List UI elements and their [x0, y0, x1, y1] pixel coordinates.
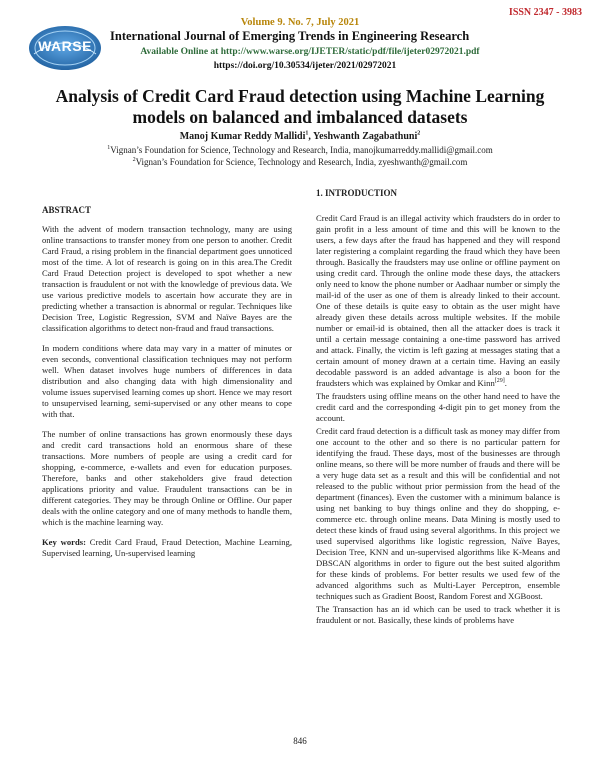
author-1: Manoj Kumar Reddy Mallidi: [179, 131, 306, 142]
author-line: [0, 131, 600, 142]
citation-29: [29]: [494, 378, 505, 385]
affiliation-1-sup: 1: [107, 145, 111, 151]
abstract-heading: ABSTRACT: [42, 205, 92, 215]
affiliation-2-sup: 2: [132, 157, 136, 163]
intro-paragraph-4: The Transaction has an id which can be used to track whether it is fraudulent or not. Basically, these kinds of problems have: [316, 604, 560, 625]
abstract-paragraph-3: The number of online transactions has grown enormously these days and credit card transactions hold an enormous share of these transactions. More numbers of people are using a credit card for shopping, e-commerce, e-wallets and even for education purposes. Therefore, banks and other stakeholders give fraud detection applications priority and value. Fraudulent transactions can be in different categories. They may be through Online or Offline. Our paper deals with the online category and one of many methods to handle them, which is the machine learning way.: [42, 429, 292, 527]
introduction-heading: 1. INTRODUCTION: [316, 188, 398, 198]
right-column: [316, 188, 560, 628]
affiliation-1: [0, 145, 600, 155]
intro-paragraph-1-end: .: [504, 378, 507, 388]
page-number: 846: [293, 736, 307, 746]
author-2: Yeshwanth Zagabathuni: [313, 131, 418, 142]
abstract-paragraph-2: In modern conditions where data may vary in a matter of minutes or even seconds, conventional classification techniques may not perform well. When dataset involves huge numbers of differences in data distribution and also changing data with high dimensionality and volume issues supervised learning comes up short. Hence we may resort to unsupervised learning, semi-supervised or any other means to cope with that.: [42, 343, 292, 419]
intro-paragraph-2: The fraudsters using offline means on the other hand need to have the credit card and the corresponding 4-digit pin to get money from the account.: [316, 391, 560, 423]
logo-wordmark: WARSE: [38, 38, 92, 54]
author-2-sup: 2: [417, 130, 421, 137]
affiliation-2-text: Vignan’s Foundation for Science, Technology and Research, India, zyeshwanth@gmail.com: [135, 157, 468, 167]
affiliation-2: [0, 157, 600, 167]
intro-paragraph-1: [316, 213, 560, 389]
affiliation-1-text: Vignan’s Foundation for Science, Technology and Research, India, manojkumarreddy.mallidi@gmail.com: [110, 145, 493, 155]
available-online-link[interactable]: Available Online at http://www.warse.org/IJETER/static/pdf/file/ijeter02972021.pdf: [140, 47, 480, 57]
intro-paragraph-1-text: Credit Card Fraud is an illegal activity which fraudsters do in order to gain profit in a less amount of time and this will be known to the users, a few days after the fraud has happened and they will respond later registering a complaint regarding the fraud which they have been through. Basically the fraudsters may use online or offline payment on using credit card. Through the online mode these days, the attackers only need to know the phone number or Aadhaar number or simply the mail-id of the user as one of them is already linked to their account. One of these details is quite easy to obtain as the user might have already given these details across multiple websites. If the mobile number or email-id is obtained, then all the attacker does is track it until a certain message containing a one-time password has arrived and attack. Finally, the victim is left gazing at messages stating that a certain amount of money drawn at a certain time. Having an easily decodable password is an added advantage is also a boon for the fraudsters which was explained by Omkar and Kinn: [316, 213, 560, 388]
intro-paragraph-3: Credit card fraud detection is a difficult task as money may differ from one account to the other and so there is no particular pattern for identifying the fraud. These days, most of the businesses are through online means, so there will be more number of frauds and there will be a very huge data set as a result and this will be confidential and not released to the public without prior permission from the head of the department (finances). Even the customer with a minimum balance is using net banking to buy things online and they do shopping, e-commerce etc. through online means. Data Mining is mostly used to detect these kinds of fraud using several algorithms. In this project we used supervised algorithms like logistic regression, Naïve Bayes, Decision Tree, KNN and un-supervised algorithms like K-Means and DBSCAN algorithms in order to figure out the best suited algorithm for these kinds of problems. For better results we used few of the advanced algorithms such as Multi-Layer Perceptron, ensemble techniques such as Gradient Boost, Random Forest and XGBoost.: [316, 426, 560, 601]
keywords-label: Key words:: [42, 537, 86, 547]
author-1-sup: 1: [305, 130, 309, 137]
issn-label: ISSN 2347 - 3983: [508, 7, 582, 18]
volume-label: Volume 9. No. 7, July 2021: [240, 17, 360, 28]
keywords-text: Credit Card Fraud, Fraud Detection, Machine Learning, Supervised learning, Un-supervised learning: [42, 537, 292, 558]
left-column: [42, 205, 292, 568]
abstract-paragraph-1: With the advent of modern transaction technology, many are using online transactions to transfer money from one person to another. Credit Card Fraud, a rising problem in the financial department goes unnoticed most of the time. A lot of research is going on in this area.The Credit Card Fraud Detection project is developed to spot whether a new transaction is fraudulent or not with the knowledge of previous data. We use various predictive models to ascertain how accurate they are in predicting whether a transaction is abnormal or regular. Techniques like Decision Tree, Logistic Regression, SVM and Naïve Bayes are the classification algorithms to detect non-fraud and fraud transactions.: [42, 224, 292, 333]
keywords: [42, 537, 292, 559]
doi-link[interactable]: https://doi.org/10.30534/ijeter/2021/02972021: [213, 61, 397, 71]
paper-title: Analysis of Credit Card Fraud detection using Machine Learning models on balanced and imbalanced datasets: [55, 86, 545, 127]
journal-name: International Journal of Emerging Trends in Engineering Research: [110, 29, 470, 43]
author-separator: ,: [308, 131, 314, 142]
